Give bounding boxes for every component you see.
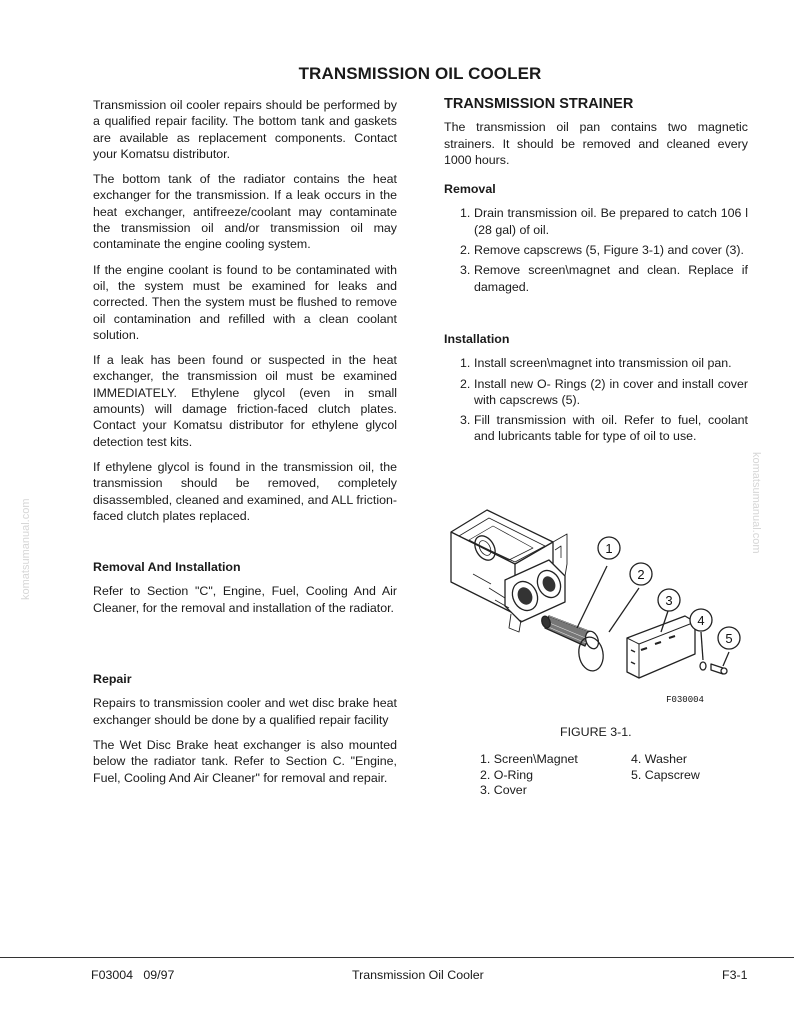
callout-2: 2 [637,567,645,582]
figure-caption: FIGURE 3-1. [560,725,632,739]
removal-installation-text: Refer to Section "C", Engine, Fuel, Cooling And Air Cleaner, for the removal and installation of the radiator. [93,584,397,615]
footer-page-number: F3-1 [722,968,748,982]
callout-4: 4 [697,613,705,628]
repair-paragraph-2: The Wet Disc Brake heat exchanger is also mounted below the radiator tank. Refer to Section C. "Engine, Fuel, Cooling And Air Cleaner" for removal and repair. [93,737,397,785]
repair-heading: Repair [93,672,132,687]
right-column [444,96,748,449]
repair-paragraph-1: Repairs to transmission cooler and wet disc brake heat exchanger should be done by a qualified repair facility [93,696,397,727]
legend-item: 2. O-Ring [480,767,534,782]
legend-column-2 [631,752,751,783]
intro-paragraph: Transmission oil cooler repairs should be performed by a qualified repair facility. The bottom tank and gaskets are available as replacement components. Contact your Komatsu distributor. [93,98,397,161]
removal-heading: Removal [444,182,496,197]
legend-item: 1. Screen\Magnet [480,752,578,766]
heat-exchanger-paragraph: The bottom tank of the radiator contains the heat exchanger for the transmission. If a leak occurs in the heat exchanger, antifreeze/coolant may contaminate the transmission oil and/or transmission oil may contaminate the engine cooling system. [93,172,397,252]
strainer-intro: The transmission oil pan contains two magnetic strainers. It should be removed and cleaned every 1000 hours. [444,120,748,167]
removal-steps [444,205,748,294]
watermark-left: komatsumanual.com [20,498,32,600]
list-item: 2. Install new O- Rings (2) in cover and install cover with capscrews (5). [460,376,748,407]
legend-item: 5. Capscrew [631,767,700,782]
legend-item: 3. Cover [480,783,527,797]
strainer-exploded-diagram [449,504,741,714]
leak-suspected-paragraph: If a leak has been found or suspected in the heat exchanger, the transmission oil must be examined IMMEDIATELY. Ethylene glycol (even in small amounts) will damage friction-faced clutch plates. Contact your Komatsu distributor for ethylene glycol detection test kits. [93,353,397,449]
list-item: 3. Fill transmission with oil. Refer to fuel, coolant and lubricants table for type of oil to use. [460,413,748,444]
list-item: 1. Drain transmission oil. Be prepared to catch 106 l (28 gal) of oil. [460,206,748,237]
list-item: 1. Install screen\magnet into transmission oil pan. [460,356,732,371]
watermark-right: komatsumanual.com [750,452,762,554]
removal-installation-heading: Removal And Installation [93,560,241,575]
callout-1: 1 [605,541,613,556]
glycol-found-paragraph: If ethylene glycol is found in the transmission oil, the transmission should be removed, completely disassembled, cleaned and examined, and ALL friction-faced clutch plates replaced. [93,459,397,523]
left-column [93,97,397,795]
legend-column-1 [480,752,630,799]
list-item: 2. Remove capscrews (5, Figure 3-1) and cover (3). [460,243,744,258]
footer-divider [0,957,794,958]
footer-doc-code: F03004 09/97 [91,968,175,982]
footer-section-title: Transmission Oil Cooler [352,968,484,982]
diagram-svg [449,504,741,714]
legend-item: 4. Washer [631,752,688,766]
coolant-contamination-paragraph: If the engine coolant is found to be contaminated with oil, the system must be examined for leaks and corrected. Then the system must be flushed to remove oil contamination and refilled with a clean coolant solution. [93,262,397,342]
callout-5: 5 [725,631,733,646]
figure-code: F030004 [666,695,704,705]
installation-steps [444,355,748,444]
installation-heading: Installation [444,331,510,346]
callout-3: 3 [665,593,673,608]
strainer-title: TRANSMISSION STRAINER [444,96,634,112]
page-title: TRANSMISSION OIL COOLER [298,64,542,83]
list-item: 3. Remove screen\magnet and clean. Replace if damaged. [460,263,748,294]
